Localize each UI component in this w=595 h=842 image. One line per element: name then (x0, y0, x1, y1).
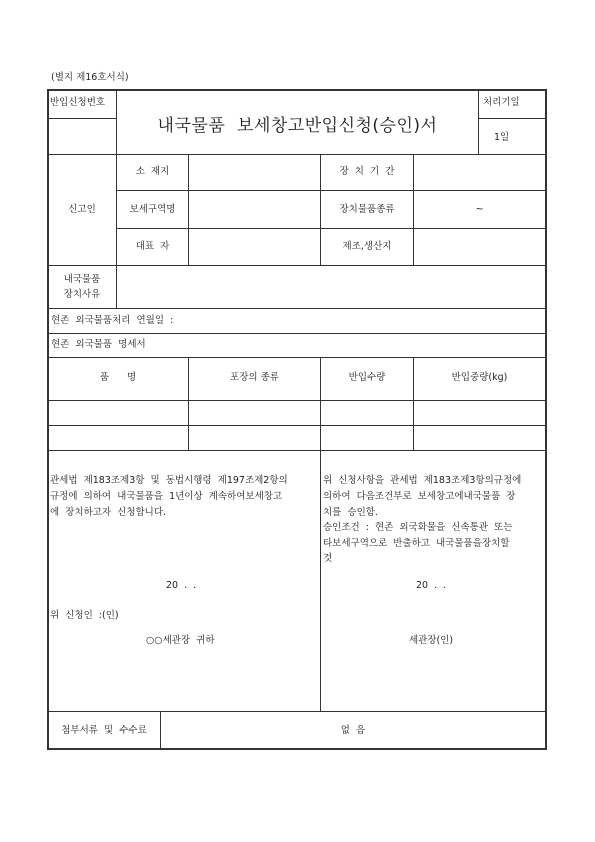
col-header-item-name: 품 명 (99, 372, 137, 383)
location-label: 소 재지 (135, 166, 170, 177)
customs-director-signature: 세관장(인) (409, 635, 454, 646)
location-field[interactable] (192, 165, 317, 181)
receipt-number-label: 반입신청번호 (50, 97, 106, 108)
form-title: 내국물품 보세창고반입신청(승인)서 (157, 116, 438, 136)
application-date: 20 . . (166, 580, 197, 591)
approval-text-line2: 의하여 다음조건부로 보세창고에내국물품 장 (323, 491, 516, 502)
storage-period-label: 장 치 기 간 (339, 166, 395, 177)
table-row[interactable] (49, 426, 545, 450)
approval-text-line4: 승인조건 : 현존 외국화물을 신속통관 또는 (323, 522, 513, 533)
attachments-label: 첨부서류 및 수수료 (61, 725, 147, 736)
approval-text-line5: 타보세구역으로 반출하고 내국물품을장치할 (323, 538, 510, 549)
approval-text-line6: 것 (323, 553, 333, 564)
addressee: ○○세관장 귀하 (146, 635, 215, 646)
storage-period-field[interactable] (416, 165, 544, 181)
col-header-weight: 반입중량(kg) (451, 372, 508, 383)
approval-text-line1: 위 신청사항을 관세법 제183조제3항의규정에 (323, 475, 522, 486)
application-text-line3: 에 장치하고자 신청합니다. (50, 507, 167, 518)
processing-period-label: 처리기일 (483, 97, 520, 108)
col-header-quantity: 반입수량 (348, 372, 386, 383)
origin-field[interactable] (416, 240, 544, 256)
bonded-area-label: 보세구역명 (129, 204, 176, 215)
applicant-signature: 위 신청인 :(인) (50, 610, 119, 621)
approval-text-line3: 치를 승인함. (323, 507, 378, 518)
foreign-goods-statement-label: 현존 외국물품 명세서 (51, 339, 146, 350)
applicant-section-label: 신고인 (68, 204, 96, 215)
attachments-value: 없 음 (340, 725, 366, 736)
representative-field[interactable] (192, 240, 317, 256)
application-text-line1: 관세법 제183조제3항 및 동법시행령 제197조제2항의 (50, 475, 288, 486)
reason-label-line1: 내국물품 (63, 274, 101, 285)
foreign-goods-date-label: 현존 외국물품처리 연월일 : (51, 315, 174, 326)
application-text-line2: 규정에 의하여 내국물품을 1년이상 계속하여보세창고 (50, 491, 283, 502)
reason-field[interactable] (120, 270, 542, 304)
approval-date: 20 . . (416, 580, 447, 591)
col-header-package-type: 포장의 종류 (230, 372, 279, 383)
reason-label-line2: 장치사유 (63, 289, 101, 300)
origin-label: 제조,생산지 (342, 241, 392, 252)
bonded-area-field[interactable] (192, 203, 317, 219)
representative-label: 대표 자 (135, 241, 170, 252)
storage-goods-type-field[interactable]: ~ (475, 204, 484, 215)
processing-period-value: 1일 (494, 132, 510, 143)
form-reference: (별지 제16호서식) (51, 72, 129, 83)
table-row[interactable] (49, 401, 545, 425)
storage-goods-type-label: 장치물품종류 (339, 204, 395, 215)
